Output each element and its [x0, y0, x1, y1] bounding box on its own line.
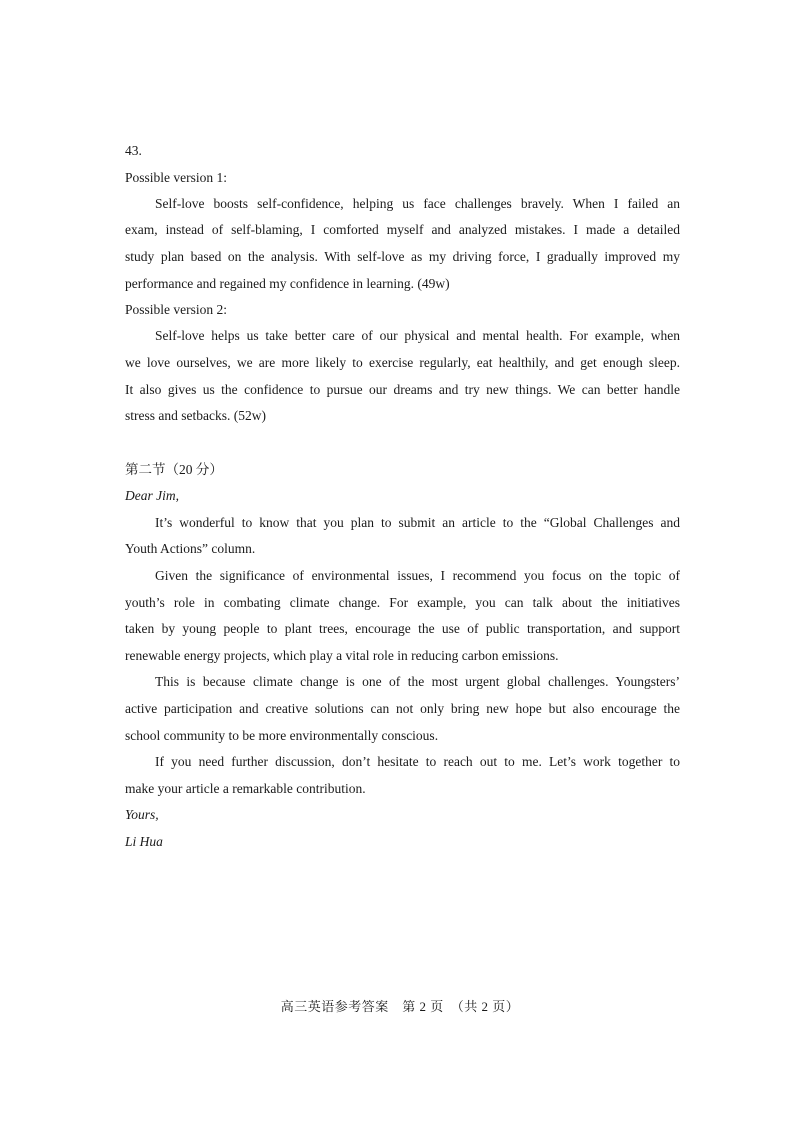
letter-paragraph-line: active participation and creative solutions can not only bring new hope but also encourage the [125, 701, 680, 716]
letter-paragraph-line: youth’s role in combating climate change. For example, you can talk about the initiatives [125, 595, 680, 610]
letter-paragraph-line: school community to be more environmentally conscious. [125, 728, 439, 743]
letter-paragraph-line: If you need further discussion, don’t hesitate to reach out to me. Let’s work together to [155, 754, 680, 769]
letter-paragraph-line: This is because climate change is one of the most urgent global challenges. Youngsters’ [155, 674, 680, 689]
letter-paragraph-line: renewable energy projects, which play a vital role in reducing carbon emissions. [125, 648, 559, 663]
version1-line: performance and regained my confidence in learning. (49w) [125, 276, 450, 291]
page-footer: 高三英语参考答案 第 2 页 （共 2 页） [280, 999, 520, 1014]
letter-paragraph-line: taken by young people to plant trees, encourage the use of public transportation, and support [125, 621, 680, 636]
version1-line: Self-love boosts self-confidence, helping us face challenges bravely. When I failed an [155, 196, 680, 211]
letter-closing: Yours, [125, 807, 159, 822]
letter-paragraph-line: Youth Actions” column. [125, 541, 256, 556]
version2-line: stress and setbacks. (52w) [125, 408, 266, 423]
letter-paragraph-line: make your article a remarkable contribution. [125, 781, 366, 796]
letter-paragraph-line: It’s wonderful to know that you plan to submit an article to the “Global Challenges and [155, 515, 680, 530]
version1-line: exam, instead of self-blaming, I comforted myself and analyzed mistakes. I made a detailed [125, 222, 680, 237]
letter-salutation: Dear Jim, [125, 488, 179, 503]
version2-line: Self-love helps us take better care of our physical and mental health. For example, when [155, 328, 680, 343]
letter-paragraph-line: Given the significance of environmental issues, I recommend you focus on the topic of [155, 568, 680, 583]
version2-line: we love ourselves, we are more likely to exercise regularly, eat healthily, and get enough sleep. [125, 355, 680, 370]
letter-signature: Li Hua [125, 834, 163, 849]
section2-heading: 第二节（20 分） [125, 462, 223, 477]
version1-label: Possible version 1: [125, 170, 228, 185]
question-number: 43. [125, 143, 142, 158]
version2-line: It also gives us the confidence to pursue our dreams and try new things. We can better handle [125, 382, 680, 397]
version2-label: Possible version 2: [125, 302, 228, 317]
version1-line: study plan based on the analysis. With self-love as my driving force, I gradually improved my [125, 249, 680, 264]
